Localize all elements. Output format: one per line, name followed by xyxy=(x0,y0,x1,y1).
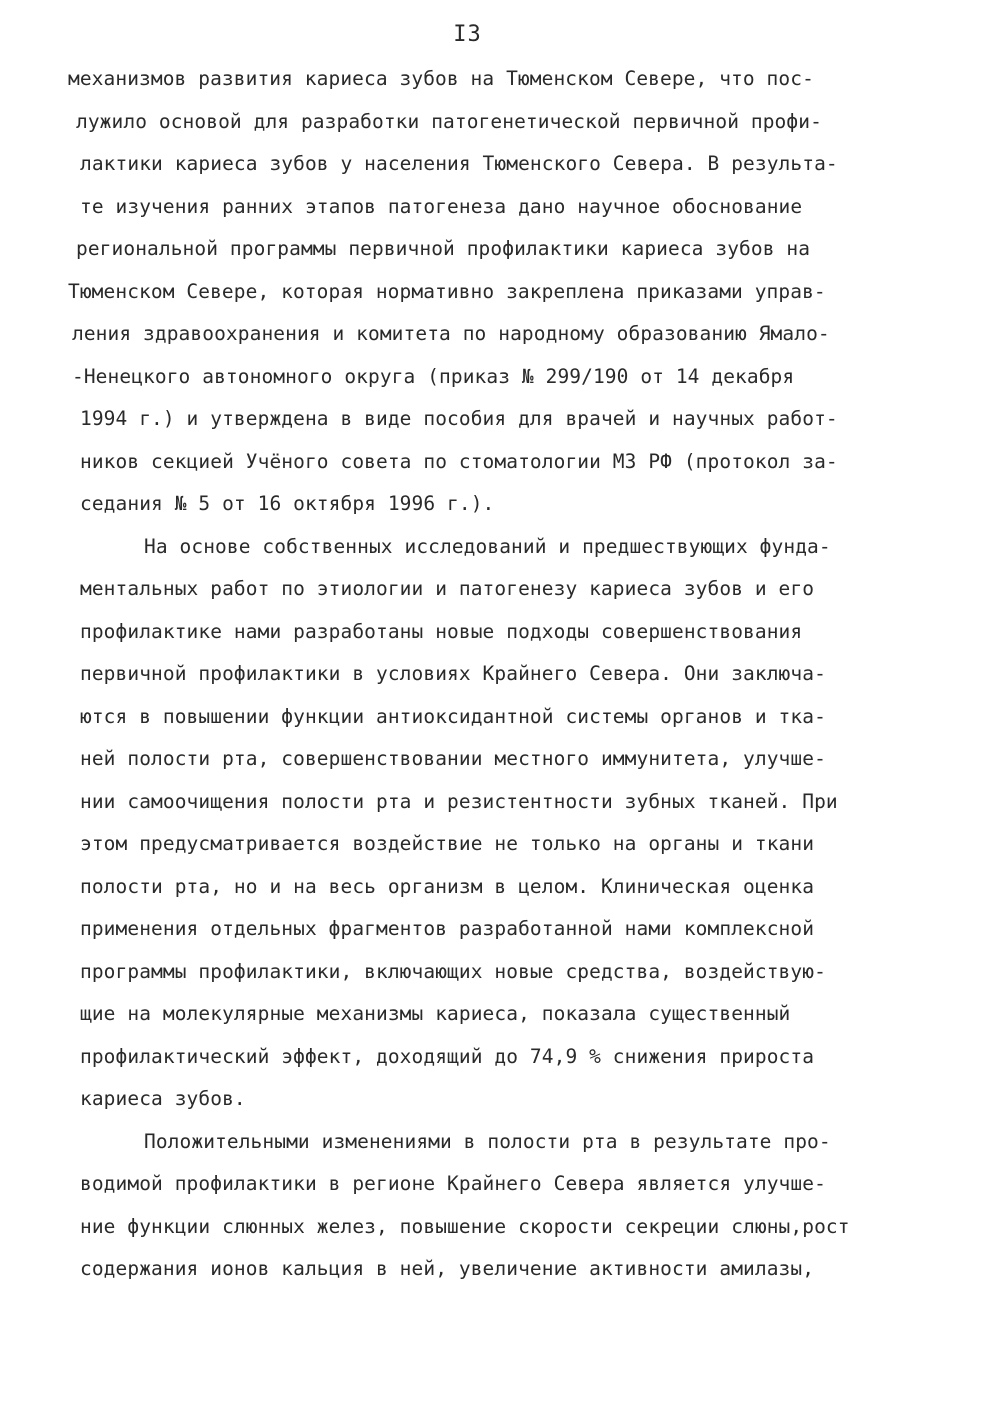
text-line: ние функции слюнных желез, повышение скорости секреции слюны,рост xyxy=(80,1214,850,1238)
document-text xyxy=(68,58,918,1291)
text-line: водимой профилактики в регионе Крайнего Севера является улучше- xyxy=(80,1172,826,1195)
text-line: содержания ионов кальция в ней, увеличение активности амилазы, xyxy=(80,1257,815,1280)
text-line: Тюменском Севере, которая нормативно закреплена приказами управ- xyxy=(68,279,826,303)
text-line: этом предусматривается воздействие не только на органы и ткани xyxy=(80,832,815,855)
text-line: механизмов развития кариеса зубов на Тюменском Севере, что пос- xyxy=(68,67,814,90)
page-number: I3 xyxy=(453,22,482,47)
text-line: ются в повышении функции антиоксидантной системы органов и тка- xyxy=(80,704,826,728)
text-line: ней полости рта, совершенствовании местного иммунитета, улучше- xyxy=(80,747,826,770)
text-line: 1994 г.) и утверждена в виде пособия для врачей и научных работ- xyxy=(80,407,838,430)
text-line: профилактический эффект, доходящий до 74,9 % снижения прироста xyxy=(80,1044,815,1068)
text-line: программы профилактики, включающих новые средства, воздействую- xyxy=(80,959,826,983)
text-line: первичной профилактики в условиях Крайнего Севера. Они заключа- xyxy=(80,662,826,685)
text-line: ментальных работ по этиологии и патогенезу кариеса зубов и его xyxy=(80,577,815,600)
text-line: ников секцией Учёного совета по стоматологии МЗ РФ (протокол за- xyxy=(80,449,838,473)
text-line: -Ненецкого автономного округа (приказ № 299/190 от 14 декабря xyxy=(72,364,795,388)
text-line: полости рта, но и на весь организм в целом. Клиническая оценка xyxy=(80,874,815,898)
text-line: применения отдельных фрагментов разработанной нами комплексной xyxy=(80,917,815,940)
text-line: нии самоочищения полости рта и резистентности зубных тканей. При xyxy=(80,789,838,813)
text-line: лактики кариеса зубов у населения Тюменского Севера. В результа- xyxy=(80,152,838,175)
text-line: седания № 5 от 16 октября 1996 г.). xyxy=(80,492,495,515)
text-line: профилактике нами разработаны новые подходы совершенствования xyxy=(80,619,803,643)
text-line: кариеса зубов. xyxy=(80,1087,246,1110)
paragraph-start-line: На основе собственных исследований и предшествующих фунда- xyxy=(144,534,831,558)
text-line: щие на молекулярные механизмы кариеса, показала существенный xyxy=(80,1002,791,1025)
paragraph-start-line: Положительными изменениями в полости рта в результате про- xyxy=(144,1129,831,1153)
text-line: те изучения ранних этапов патогенеза дано научное обоснование xyxy=(80,194,803,218)
text-line: ления здравоохранения и комитета по народному образованию Ямало- xyxy=(72,322,830,345)
text-line: региональной программы первичной профилактики кариеса зубов на xyxy=(76,237,811,260)
text-line: лужило основой для разработки патогенетической первичной профи- xyxy=(76,109,822,133)
